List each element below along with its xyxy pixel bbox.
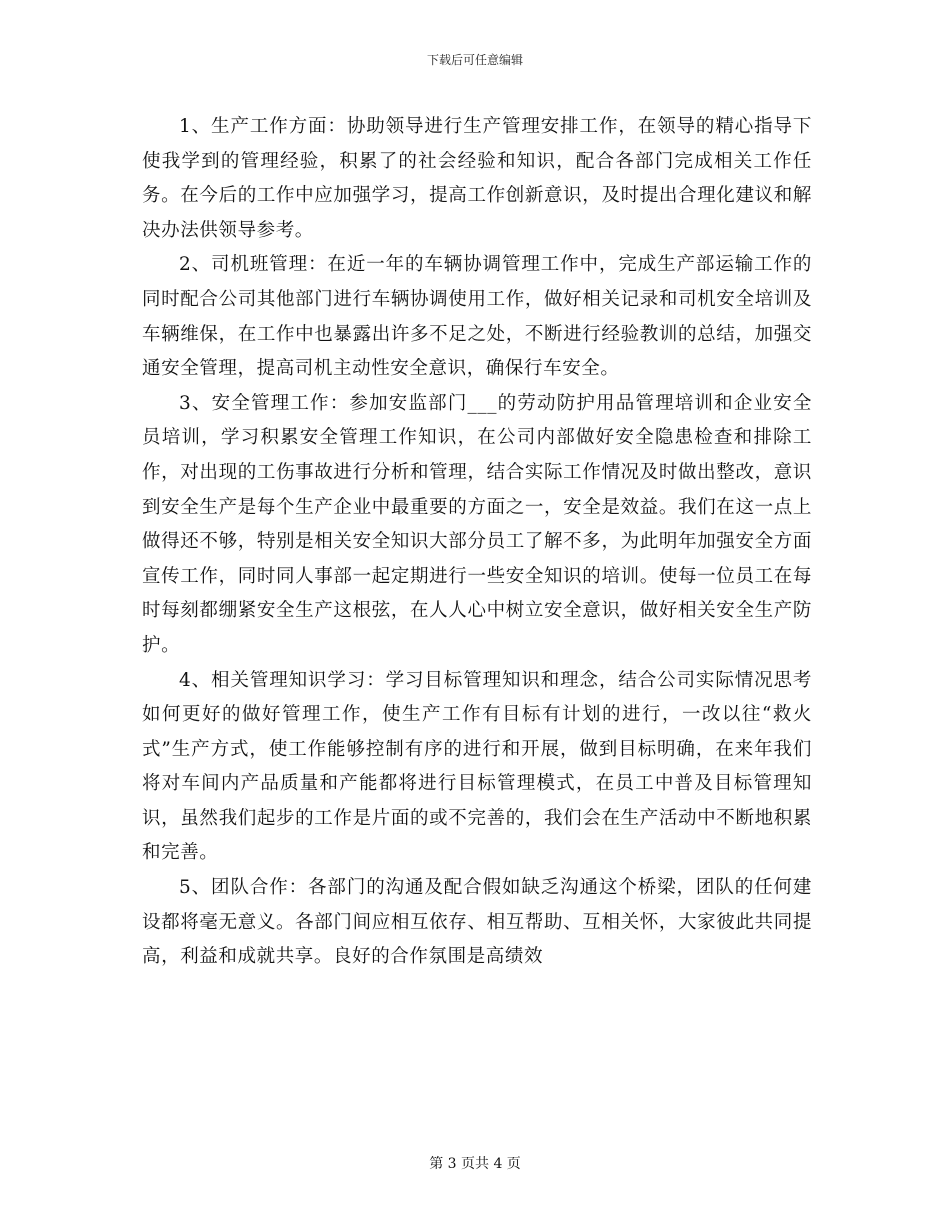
paragraph-production-work: 1、生产工作方面：协助领导进行生产管理安排工作，在领导的精心指导下使我学到的管理经验，积累了的社会经验和知识，配合各部门完成相关工作任务。在今后的工作中应加强学习，提高工作创新意识，及时提出合理化建议和解决办法供领导参考。 xyxy=(142,116,812,241)
page-number: 第 3 页共 4 页 xyxy=(429,1156,521,1172)
paragraph-safety-management: 3、安全管理工作：参加安监部门___的劳动防护用品管理培训和企业安全员培训，学习积累安全管理工作知识，在公司内部做好安全隐患检查和排除工作，对出现的工伤事故进行分析和管理，结合实际工作情况及时做出整改，意识到安全生产是每个生产企业中最重要的方面之一，安全是效益。我们在这一点上做得还不够，特别是相关安全知识大部分员工了解不多，为此明年加强安全方面宣传工作，同时同人事部一起定期进行一些安全知识的培训。使每一位员工在每时每刻都绷紧安全生产这根弦，在人人心中树立安全意识，做好相关安全生产防护。 xyxy=(142,392,812,656)
document-body xyxy=(142,110,812,975)
paragraph-driver-team: 2、司机班管理：在近一年的车辆协调管理工作中，完成生产部运输工作的同时配合公司其他部门进行车辆协调使用工作，做好相关记录和司机安全培训及车辆维保，在工作中也暴露出许多不足之处，不断进行经验教训的总结，加强交通安全管理，提高司机主动性安全意识，确保行车安全。 xyxy=(142,254,812,380)
paragraph-teamwork: 5、团队合作：各部门的沟通及配合假如缺乏沟通这个桥梁，团队的任何建设都将毫无意义。各部门间应相互依存、相互帮助、互相关怀，大家彼此共同提高，利益和成就共享。良好的合作氛围是高绩效 xyxy=(142,877,812,968)
page-header: 下载后可任意编辑 xyxy=(426,53,523,67)
paragraph-management-learning: 4、相关管理知识学习：学习目标管理知识和理念，结合公司实际情况思考如何更好的做好管理工作，使生产工作有目标有计划的进行，一改以往“救火式”生产方式，使工作能够控制有序的进行和开展，做到目标明确，在来年我们将对车间内产品质量和产能都将进行目标管理模式，在员工中普及目标管理知识，虽然我们起步的工作是片面的或不完善的，我们会在生产活动中不断地积累和完善。 xyxy=(142,669,812,864)
